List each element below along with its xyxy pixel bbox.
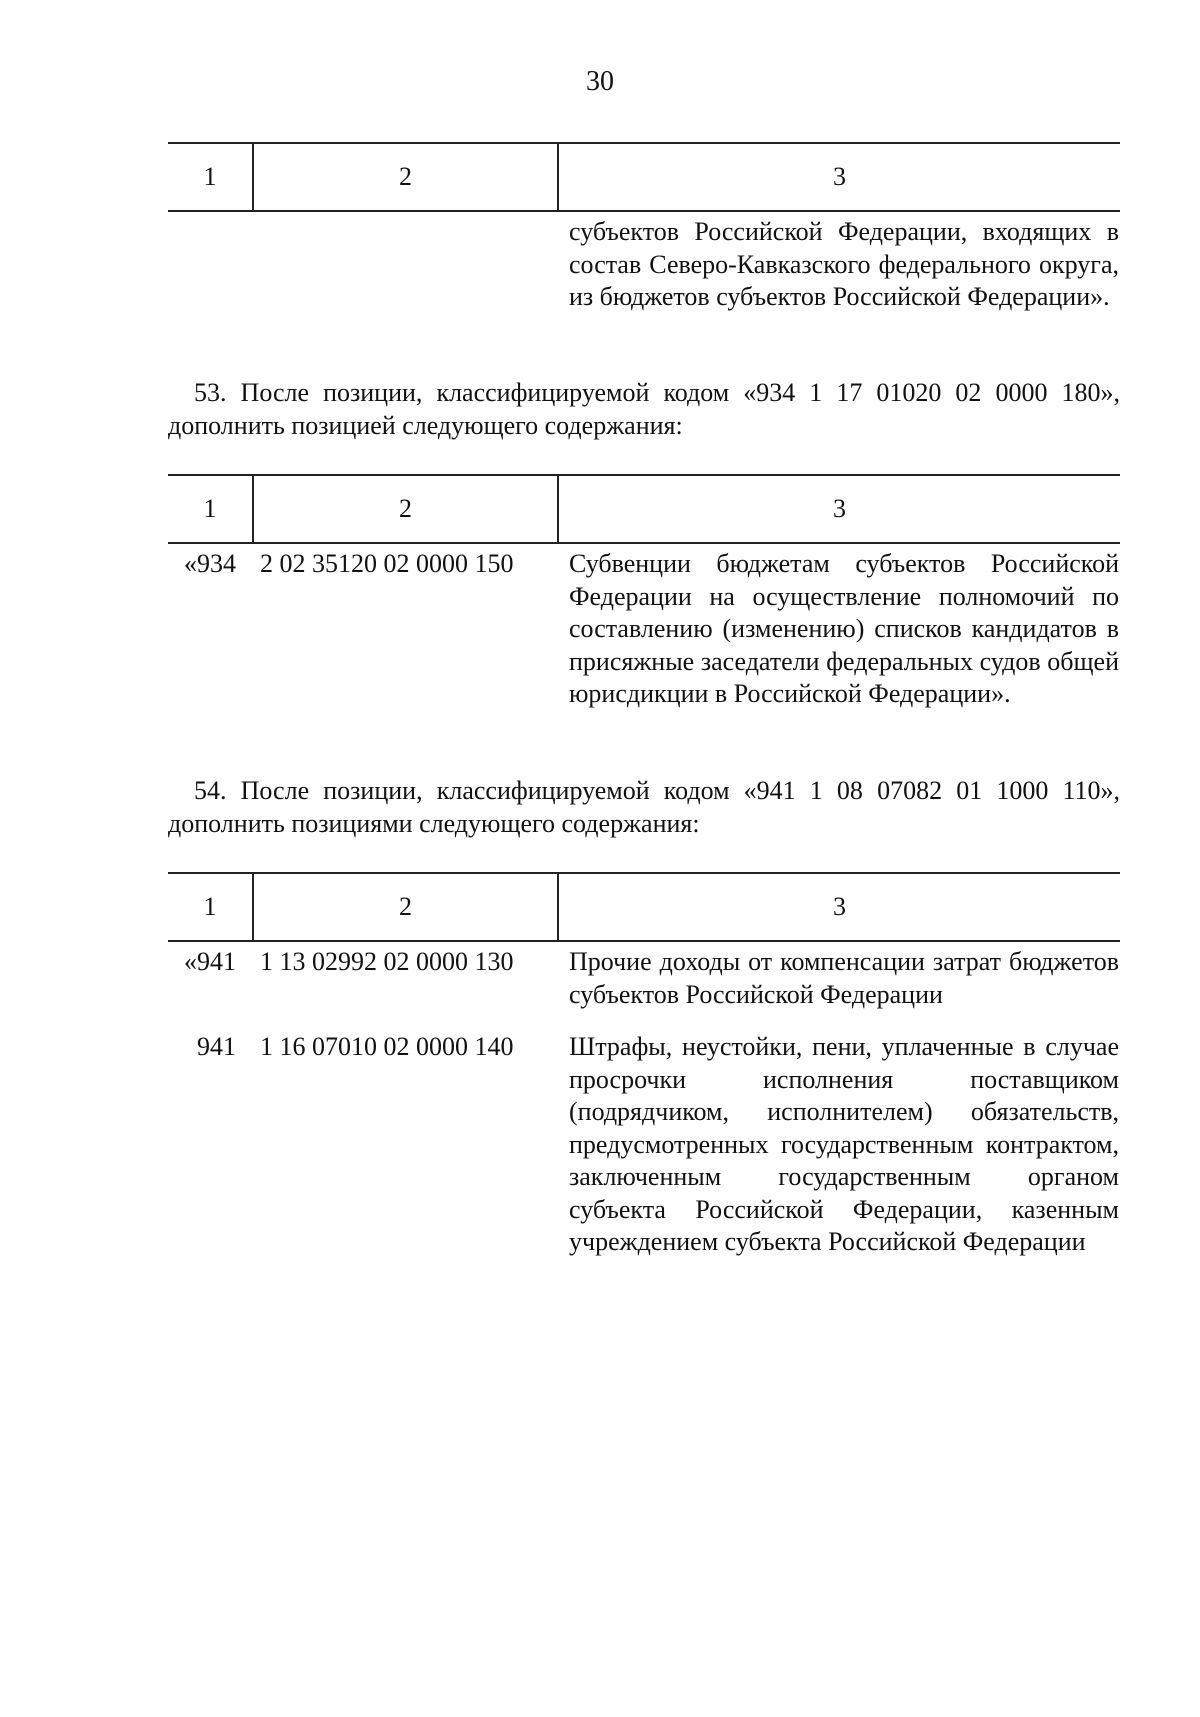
table-row [168,548,1120,711]
table-header [168,872,1120,942]
header-col-1: 1 [203,162,217,191]
row-code-income: 1 13 02992 02 0000 130 [260,947,514,976]
paragraph-54-line-1: 54. После позиции, классифицируемой кодом «941 1 08 07082 01 1000 110», [194,776,1120,805]
row-code-admin: 941 [197,1032,236,1061]
row-code-admin: «941 [184,947,236,976]
table-continuation [168,142,1120,314]
row-code-admin: «934 [184,549,236,578]
row-code-income: 1 16 07010 02 0000 140 [260,1032,514,1061]
header-col-2: 2 [399,494,412,523]
table-header [168,142,1120,212]
header-col-2: 2 [399,892,412,921]
table-row [168,216,1120,314]
table-row [168,1031,1120,1259]
header-col-3: 3 [833,494,846,523]
header-col-3: 3 [833,162,846,191]
table-row [168,946,1120,1011]
page-number: 30 [586,66,614,97]
row-description: Субвенции бюджетам субъектов Российской Федерации на осуществление полномочий по составлению (изменению) списков кандидатов в присяжные заседатели федеральных судов общей юрисдикции в Российской Федерации». [569,549,1119,708]
row-description: Прочие доходы от компенсации затрат бюджетов субъектов Российской Федерации [569,947,1119,1009]
table-53 [168,474,1120,711]
table-header [168,474,1120,544]
header-col-3: 3 [833,892,846,921]
paragraph-54-line-2: дополнить позициями следующего содержания: [168,809,700,838]
paragraph-53-line-2: дополнить позицией следующего содержания: [168,411,683,440]
paragraph-54 [168,774,1120,840]
header-col-1: 1 [203,494,217,523]
row-description: Штрафы, неустойки, пени, уплаченные в случае просрочки исполнения поставщиком (подрядчиком, исполнителем) обязательств, предусмотренных государственным контрактом, заключенным государственным органом субъекта Российской Федерации, казенным учреждением субъекта Российской Федерации [569,1032,1119,1256]
paragraph-53 [168,376,1120,442]
paragraph-53-line-1: 53. После позиции, классифицируемой кодом «934 1 17 01020 02 0000 180», [194,378,1120,407]
header-col-1: 1 [203,892,217,921]
table-54 [168,872,1120,1259]
header-col-2: 2 [399,162,412,191]
row-code-income: 2 02 35120 02 0000 150 [260,549,514,578]
row-description: субъектов Российской Федерации, входящих в состав Северо-Кавказского федерального округа, из бюджетов субъектов Российской Федерации». [569,217,1119,311]
